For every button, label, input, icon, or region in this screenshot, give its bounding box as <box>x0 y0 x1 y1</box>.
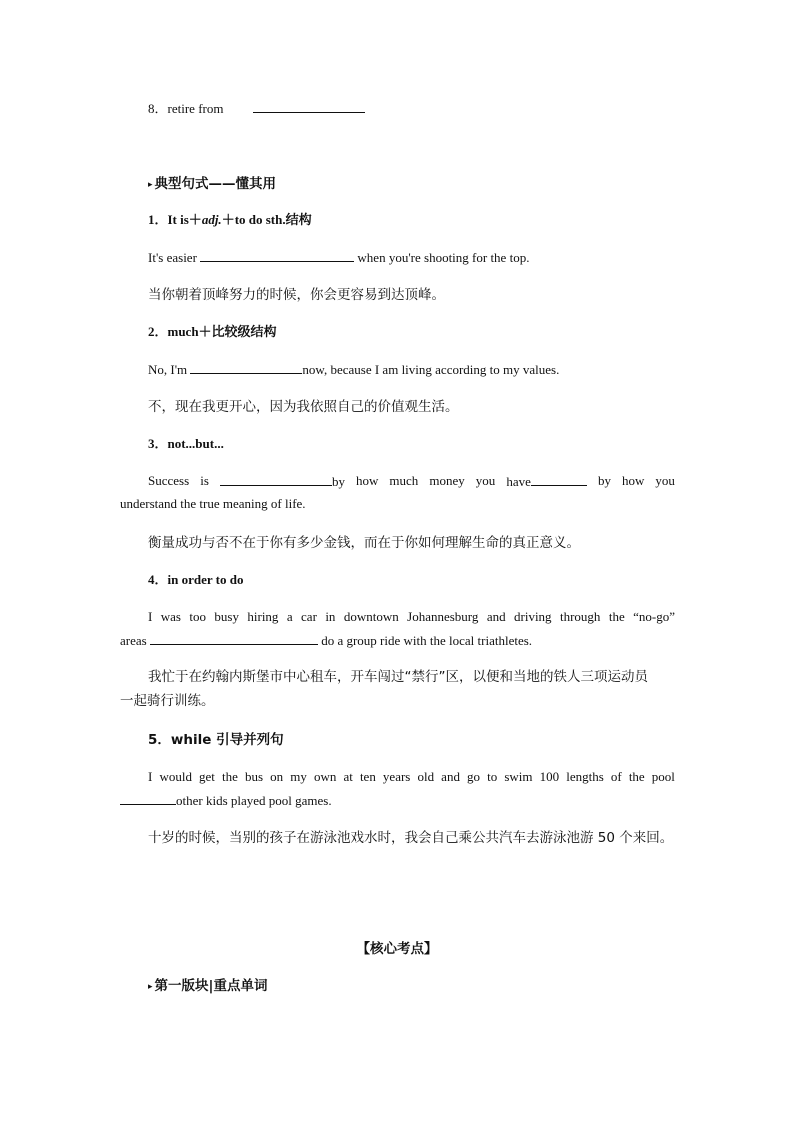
word: “no-go” <box>633 609 675 624</box>
word: the <box>628 769 645 784</box>
pattern-4-english-line-1 <box>148 608 675 626</box>
word: Success <box>148 473 190 488</box>
word: ten <box>359 769 376 784</box>
word: swim <box>504 769 533 784</box>
word: on <box>270 769 284 784</box>
word: busy <box>214 609 239 624</box>
sentence-part: when you're shooting for the top. <box>357 250 530 265</box>
word: car <box>301 609 317 624</box>
pattern-4-heading: 4．in order to do <box>148 572 244 587</box>
pattern-1-heading <box>148 211 675 229</box>
word: years <box>382 769 411 784</box>
answer-blank[interactable] <box>253 99 365 113</box>
sentence-part: No, I'm <box>148 362 188 377</box>
word: 100 <box>539 769 560 784</box>
section-title: 典型句式——懂其用 <box>154 176 277 192</box>
word: is <box>200 473 209 488</box>
word: pool <box>651 769 675 784</box>
word: go <box>467 769 481 784</box>
word: and <box>486 609 506 624</box>
word: through <box>559 609 601 624</box>
word: have <box>506 474 531 489</box>
sentence-part: do a group ride with the local triathletes. <box>321 633 533 648</box>
word: was <box>160 609 181 624</box>
heading-text: 1．It is＋ <box>148 212 202 227</box>
word: how <box>355 473 379 488</box>
heading-text: ＋to do sth.结构 <box>221 212 312 227</box>
word: at <box>343 769 353 784</box>
word: Johannesburg <box>407 609 479 624</box>
blank-group <box>220 472 345 491</box>
sentence-part: It's easier <box>148 250 197 265</box>
pattern-5-english-line-2 <box>120 791 675 810</box>
answer-blank[interactable] <box>120 791 176 805</box>
pattern-3-english-line-2: understand the true meaning of life. <box>120 496 306 511</box>
word: a <box>286 609 293 624</box>
item-8-number: 8． <box>148 101 168 116</box>
answer-blank[interactable] <box>200 248 354 262</box>
word: lengths <box>566 769 604 784</box>
word: of <box>610 769 622 784</box>
word: how <box>621 473 645 488</box>
word: much <box>389 473 419 488</box>
answer-blank[interactable] <box>150 631 318 645</box>
word: own <box>313 769 337 784</box>
pattern-4-chinese-line-1: 我忙于在约翰内斯堡市中心租车，开车闯过“禁行”区，以便和当地的铁人三项运动员 <box>148 669 648 685</box>
word: you <box>475 473 496 488</box>
section-title: 第一版块|重点单词 <box>154 978 268 994</box>
pattern-3-heading: 3．not...but... <box>148 436 224 451</box>
word: the <box>222 769 238 784</box>
answer-blank[interactable] <box>190 360 302 374</box>
pattern-4-chinese-line-2: 一起骑行训练。 <box>120 693 215 709</box>
word: you <box>655 473 675 488</box>
word: get <box>199 769 215 784</box>
item-8 <box>148 99 675 118</box>
pattern-5-english-line-1 <box>148 768 675 786</box>
pattern-2-chinese: 不，现在我更开心，因为我依照自己的价值观生活。 <box>148 399 459 415</box>
triangle-bullet-icon: ▸ <box>148 981 153 991</box>
word: I <box>148 609 153 624</box>
word: by <box>331 474 345 489</box>
word: and <box>441 769 460 784</box>
pattern-2-english <box>148 360 675 379</box>
pattern-5-heading <box>148 731 675 749</box>
heading-adj: adj. <box>201 212 222 227</box>
word: to <box>487 769 498 784</box>
word: too <box>189 609 206 624</box>
word: hiring <box>247 609 279 624</box>
word: my <box>290 769 307 784</box>
word: downtown <box>343 609 399 624</box>
section-heading-block-1 <box>148 977 675 995</box>
answer-blank[interactable] <box>220 472 332 486</box>
item-8-text: retire from <box>167 101 224 116</box>
pattern-3-chinese: 衡量成功与否不在于你有多少金钱，而在于你如何理解生命的真正意义。 <box>148 535 580 551</box>
pattern-4-english-line-2 <box>120 631 675 650</box>
heading-text: 5．while 引导并列句 <box>148 732 284 748</box>
word: old <box>417 769 435 784</box>
sentence-part: now, because I am living according to my values. <box>302 362 560 377</box>
core-points-title: 【核心考点】 <box>356 941 438 957</box>
blank-group <box>506 472 587 491</box>
word: I <box>148 769 153 784</box>
sentence-part: areas <box>120 633 147 648</box>
pattern-1-english <box>148 248 675 267</box>
section-heading-sentences <box>148 175 675 193</box>
answer-blank[interactable] <box>531 472 587 486</box>
word: driving <box>514 609 552 624</box>
triangle-bullet-icon: ▸ <box>148 179 153 189</box>
sentence-part: other kids played pool games. <box>176 793 332 808</box>
word: money <box>429 473 465 488</box>
word: in <box>325 609 336 624</box>
word: the <box>608 609 625 624</box>
word: would <box>159 769 192 784</box>
word: bus <box>245 769 264 784</box>
pattern-3-english-line-1 <box>148 472 675 491</box>
word: by <box>597 473 611 488</box>
pattern-1-chinese: 当你朝着顶峰努力的时候，你会更容易到达顶峰。 <box>148 287 445 303</box>
pattern-5-chinese: 十岁的时候，当别的孩子在游泳池戏水时，我会自己乘公共汽车去游泳池游 50 个来回。 <box>148 830 674 846</box>
pattern-2-heading: 2．much＋比较级结构 <box>148 324 277 339</box>
